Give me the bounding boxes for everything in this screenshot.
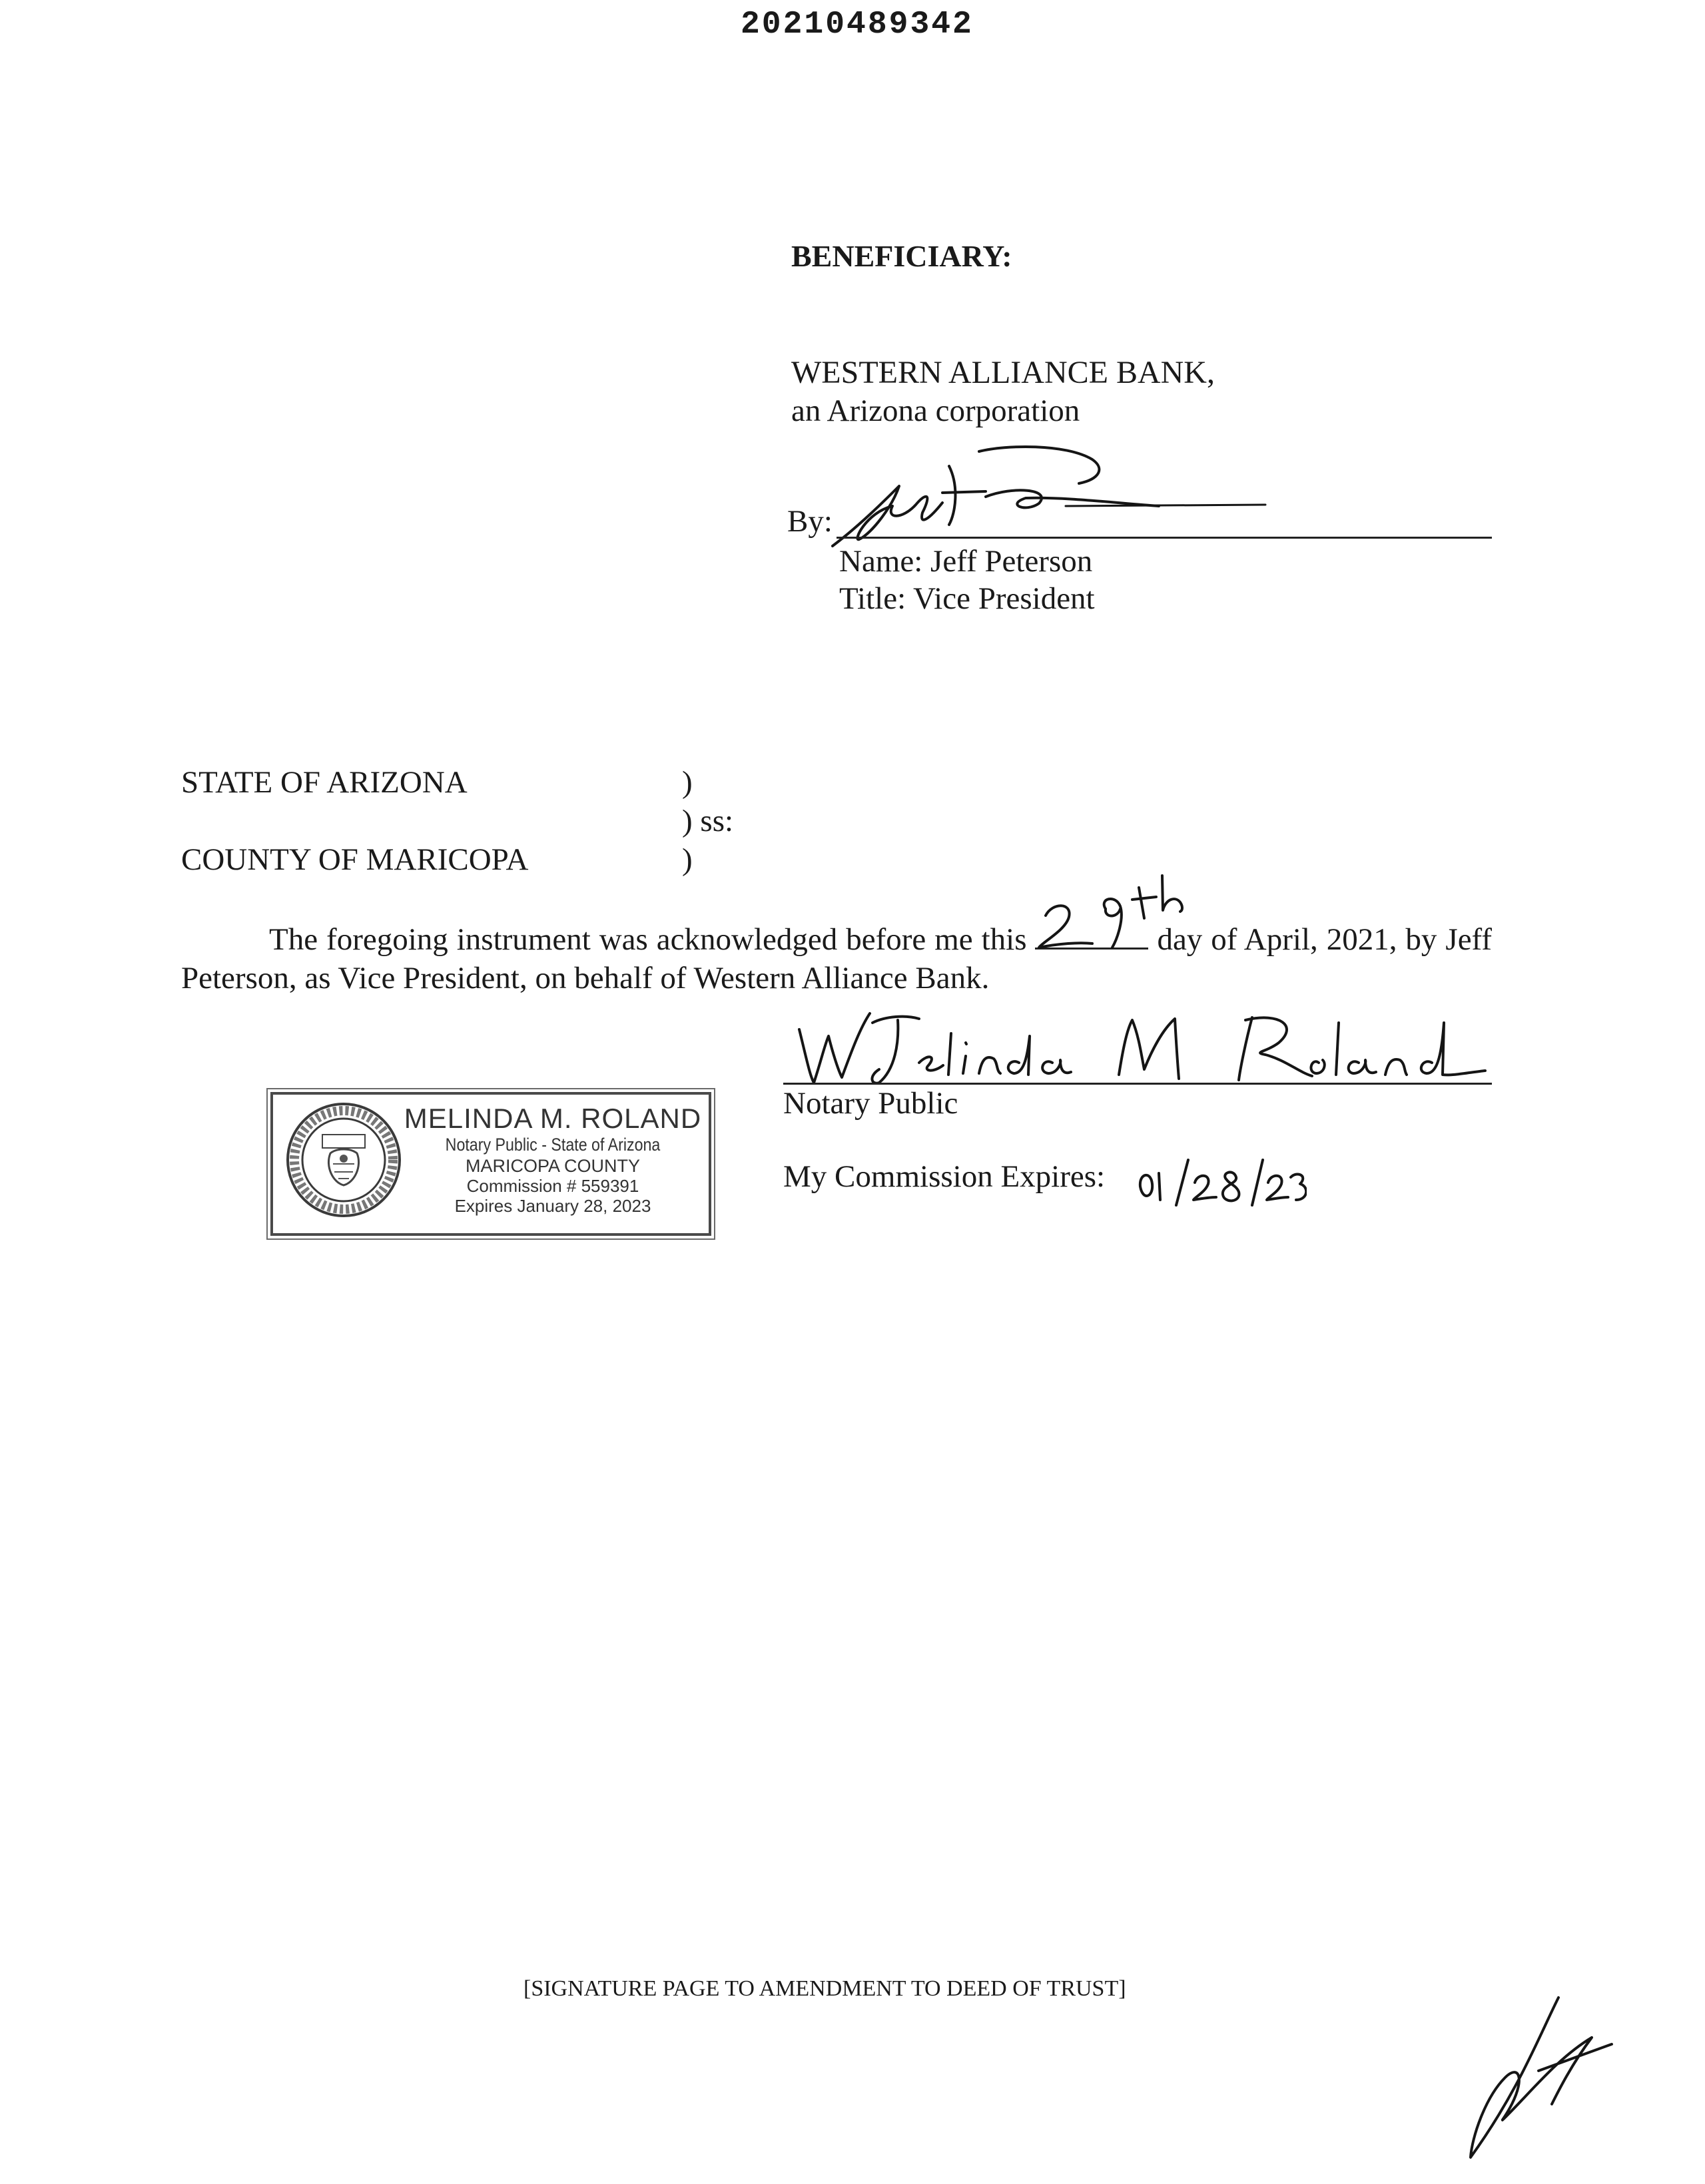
venue-paren-ss: ) ss: <box>682 804 734 838</box>
by-label: By: <box>787 504 833 539</box>
state-seal-icon <box>284 1100 404 1220</box>
recording-number: 20210489342 <box>741 7 974 43</box>
stamp-line-commission: Commission # 559391 <box>466 1176 639 1196</box>
signature-line <box>837 537 1492 539</box>
bank-description: an Arizona corporation <box>791 394 1080 428</box>
stamp-line-county: MARICOPA COUNTY <box>465 1156 641 1176</box>
commission-expires <box>783 1161 1105 1193</box>
venue-paren-bottom: ) <box>682 842 693 877</box>
footer-caption: [SIGNATURE PAGE TO AMENDMENT TO DEED OF TRUST] <box>523 1976 1126 2001</box>
ack-text-after: day of April, 2021, by Jeff Peterson, as Vice President, on behalf of Western Alliance Bank. <box>181 922 1493 995</box>
beneficiary-heading: BENEFICIARY: <box>791 239 1012 273</box>
notary-signature-line <box>783 1083 1492 1085</box>
stamp-line-state: Notary Public - State of Arizona <box>445 1135 661 1155</box>
venue-paren-top: ) <box>682 765 693 800</box>
stamp-line-expires: Expires January 28, 2023 <box>454 1196 651 1216</box>
handwritten-expiration-date <box>1134 1153 1307 1213</box>
acknowledgment-paragraph <box>181 920 1492 997</box>
commission-expires-label: My Commission Expires: <box>783 1159 1106 1194</box>
notary-signature <box>786 996 1492 1089</box>
signer-name: Name: Jeff Peterson <box>839 544 1093 579</box>
ack-text-before: The foregoing instrument was acknowledged before me this <box>269 922 1027 957</box>
stamp-notary-name: MELINDA M. ROLAND <box>404 1103 702 1134</box>
venue-county: COUNTY OF MARICOPA <box>181 842 529 877</box>
bank-name: WESTERN ALLIANCE BANK, <box>791 355 1215 390</box>
notary-public-label: Notary Public <box>783 1086 958 1121</box>
initials-mark <box>1459 1991 1618 2164</box>
handwritten-day-blank <box>1035 921 1148 950</box>
notary-stamp <box>270 1092 711 1236</box>
handwritten-day <box>1032 869 1186 956</box>
venue-state: STATE OF ARIZONA <box>181 765 468 800</box>
signer-title: Title: Vice President <box>839 581 1095 616</box>
